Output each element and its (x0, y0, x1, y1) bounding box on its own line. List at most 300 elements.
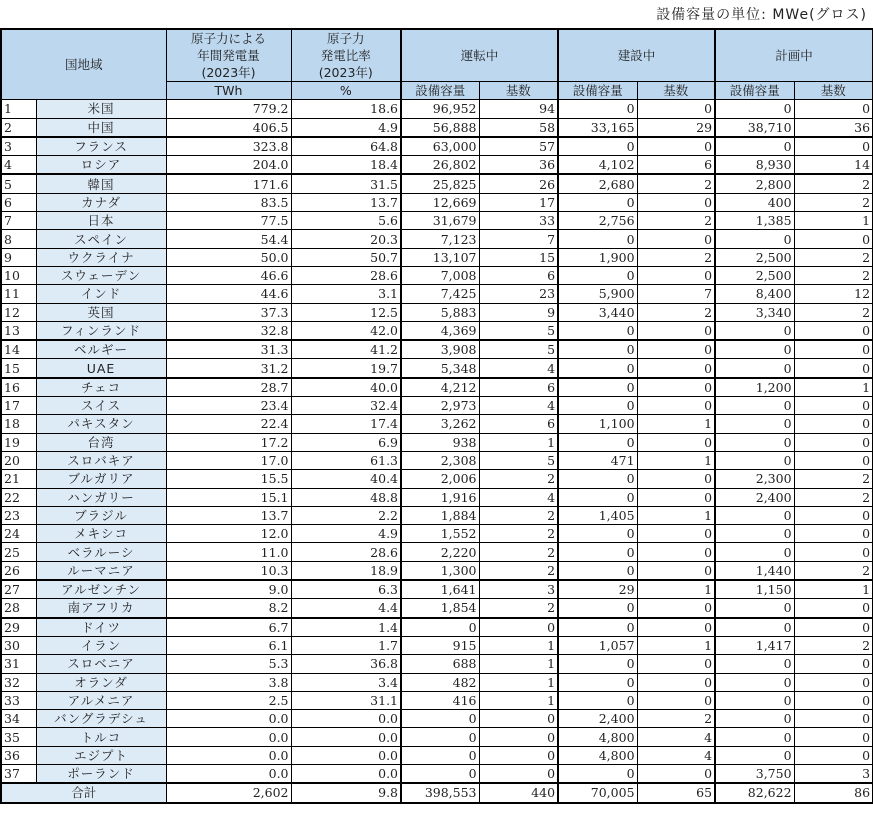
con-capacity: 0 (558, 321, 637, 340)
con-capacity: 0 (558, 340, 637, 359)
plan-capacity: 0 (715, 655, 794, 673)
header-share-line2: 発電比率 (320, 48, 371, 63)
table-row (1, 397, 873, 415)
con-units: 2 (637, 710, 715, 728)
op-units: 0 (479, 746, 558, 764)
generation-twh: 0.0 (166, 710, 291, 728)
plan-units: 1 (794, 212, 873, 230)
country-name: カナダ (36, 193, 166, 211)
nuclear-share-pct: 31.1 (291, 691, 401, 709)
row-number: 19 (1, 433, 36, 451)
plan-units: 2 (794, 174, 873, 193)
plan-capacity: 0 (715, 230, 794, 248)
table-row (1, 100, 873, 118)
row-number: 15 (1, 359, 36, 378)
generation-twh: 0.0 (166, 746, 291, 764)
row-number: 36 (1, 746, 36, 764)
con-units: 1 (637, 506, 715, 524)
row-number: 20 (1, 451, 36, 469)
con-capacity: 1,100 (558, 415, 637, 433)
plan-units: 1 (794, 580, 873, 599)
op-units: 5 (479, 340, 558, 359)
country-name: 台湾 (36, 433, 166, 451)
con-capacity: 0 (558, 543, 637, 561)
plan-capacity: 0 (715, 618, 794, 637)
table-row (1, 599, 873, 618)
plan-capacity: 0 (715, 100, 794, 118)
generation-twh: 3.8 (166, 673, 291, 691)
plan-units: 0 (794, 415, 873, 433)
country-name: 日本 (36, 212, 166, 230)
country-name: ブルガリア (36, 470, 166, 488)
plan-capacity: 3,750 (715, 764, 794, 783)
nuclear-share-pct: 1.7 (291, 636, 401, 654)
op-units: 23 (479, 285, 558, 303)
nuclear-share-pct: 18.9 (291, 561, 401, 580)
op-units: 1 (479, 433, 558, 451)
op-capacity: 938 (401, 433, 479, 451)
op-capacity: 13,107 (401, 248, 479, 266)
nuclear-share-pct: 31.5 (291, 174, 401, 193)
op-units: 36 (479, 156, 558, 175)
country-name: スイス (36, 397, 166, 415)
con-capacity: 0 (558, 470, 637, 488)
plan-capacity: 0 (715, 710, 794, 728)
row-number: 37 (1, 764, 36, 783)
plan-units: 2 (794, 193, 873, 211)
total-con-units: 65 (637, 783, 715, 802)
generation-twh: 0.0 (166, 764, 291, 783)
plan-units: 0 (794, 710, 873, 728)
row-number: 5 (1, 174, 36, 193)
plan-capacity: 38,710 (715, 118, 794, 137)
nuclear-share-pct: 3.1 (291, 285, 401, 303)
country-name: 南アフリカ (36, 599, 166, 618)
nuclear-share-pct: 0.0 (291, 710, 401, 728)
generation-twh: 12.0 (166, 525, 291, 543)
plan-capacity: 2,500 (715, 248, 794, 266)
nuclear-share-pct: 18.6 (291, 100, 401, 118)
table-row (1, 248, 873, 266)
header-operating: 運転中 (401, 29, 558, 82)
con-units: 2 (637, 174, 715, 193)
total-op-capacity: 398,553 (401, 783, 479, 802)
con-capacity: 29 (558, 580, 637, 599)
generation-twh: 11.0 (166, 543, 291, 561)
op-capacity: 63,000 (401, 137, 479, 156)
plan-capacity: 2,500 (715, 266, 794, 284)
con-capacity: 2,400 (558, 710, 637, 728)
op-capacity: 2,006 (401, 470, 479, 488)
con-units: 0 (637, 100, 715, 118)
country-name: オランダ (36, 673, 166, 691)
country-name: アルメニア (36, 691, 166, 709)
plan-capacity: 0 (715, 397, 794, 415)
plan-units: 0 (794, 746, 873, 764)
nuclear-share-pct: 36.8 (291, 655, 401, 673)
generation-twh: 8.2 (166, 599, 291, 618)
nuclear-share-pct: 4.4 (291, 599, 401, 618)
nuclear-share-pct: 12.5 (291, 303, 401, 321)
plan-units: 0 (794, 618, 873, 637)
plan-capacity: 0 (715, 451, 794, 469)
plan-capacity: 0 (715, 599, 794, 618)
plan-units: 0 (794, 340, 873, 359)
row-number: 7 (1, 212, 36, 230)
con-units: 6 (637, 156, 715, 175)
nuclear-share-pct: 13.7 (291, 193, 401, 211)
nuclear-share-pct: 50.7 (291, 248, 401, 266)
con-units: 0 (637, 378, 715, 397)
plan-units: 2 (794, 248, 873, 266)
table-row (1, 156, 873, 175)
con-units: 1 (637, 636, 715, 654)
op-capacity: 0 (401, 618, 479, 637)
op-units: 2 (479, 561, 558, 580)
nuclear-share-pct: 64.8 (291, 137, 401, 156)
row-number: 4 (1, 156, 36, 175)
op-capacity: 2,220 (401, 543, 479, 561)
generation-twh: 204.0 (166, 156, 291, 175)
op-capacity: 3,908 (401, 340, 479, 359)
header-under-construction: 建設中 (558, 29, 715, 82)
table-body (1, 100, 873, 783)
con-units: 0 (637, 764, 715, 783)
generation-twh: 23.4 (166, 397, 291, 415)
con-units: 4 (637, 746, 715, 764)
country-name: チェコ (36, 378, 166, 397)
generation-twh: 2.5 (166, 691, 291, 709)
header-plan-capacity: 設備容量 (715, 82, 794, 100)
op-units: 17 (479, 193, 558, 211)
table-row (1, 359, 873, 378)
total-twh: 2,602 (166, 783, 291, 802)
table-row (1, 470, 873, 488)
country-name: フランス (36, 137, 166, 156)
nuclear-share-pct: 28.6 (291, 543, 401, 561)
row-number: 2 (1, 118, 36, 137)
con-capacity: 0 (558, 764, 637, 783)
table-row (1, 710, 873, 728)
generation-twh: 28.7 (166, 378, 291, 397)
nuclear-share-pct: 17.4 (291, 415, 401, 433)
row-number: 30 (1, 636, 36, 654)
con-units: 4 (637, 728, 715, 746)
generation-twh: 32.8 (166, 321, 291, 340)
plan-capacity: 0 (715, 691, 794, 709)
op-units: 2 (479, 543, 558, 561)
header-op-capacity: 設備容量 (401, 82, 479, 100)
op-capacity: 1,300 (401, 561, 479, 580)
con-units: 0 (637, 488, 715, 506)
con-capacity: 0 (558, 691, 637, 709)
nuclear-share-pct: 19.7 (291, 359, 401, 378)
con-units: 0 (637, 340, 715, 359)
country-name: アルゼンチン (36, 580, 166, 599)
table-row (1, 303, 873, 321)
generation-twh: 17.0 (166, 451, 291, 469)
nuclear-share-pct: 40.4 (291, 470, 401, 488)
row-number: 21 (1, 470, 36, 488)
generation-twh: 323.8 (166, 137, 291, 156)
table-row (1, 691, 873, 709)
plan-capacity: 400 (715, 193, 794, 211)
con-units: 0 (637, 137, 715, 156)
op-units: 4 (479, 359, 558, 378)
unit-percent: % (291, 82, 401, 100)
plan-capacity: 2,300 (715, 470, 794, 488)
con-units: 0 (637, 691, 715, 709)
plan-capacity: 0 (715, 359, 794, 378)
op-capacity: 2,308 (401, 451, 479, 469)
con-capacity: 1,057 (558, 636, 637, 654)
con-capacity: 0 (558, 673, 637, 691)
generation-twh: 83.5 (166, 193, 291, 211)
plan-capacity: 2,800 (715, 174, 794, 193)
op-capacity: 56,888 (401, 118, 479, 137)
nuclear-share-pct: 42.0 (291, 321, 401, 340)
generation-twh: 77.5 (166, 212, 291, 230)
plan-capacity: 0 (715, 506, 794, 524)
plan-capacity: 8,930 (715, 156, 794, 175)
country-name: ロシア (36, 156, 166, 175)
row-number: 31 (1, 655, 36, 673)
con-units: 0 (637, 655, 715, 673)
unit-twh: TWh (166, 82, 291, 100)
op-capacity: 482 (401, 673, 479, 691)
plan-capacity: 0 (715, 525, 794, 543)
op-units: 2 (479, 506, 558, 524)
nuclear-share-pct: 41.2 (291, 340, 401, 359)
con-capacity: 33,165 (558, 118, 637, 137)
plan-units: 0 (794, 433, 873, 451)
table-row (1, 340, 873, 359)
header-share-line3: (2023年) (318, 65, 373, 80)
generation-twh: 10.3 (166, 561, 291, 580)
header-generation-line2: 年間発電量 (197, 48, 260, 63)
total-label: 合計 (1, 783, 166, 802)
country-name: スロバキア (36, 451, 166, 469)
plan-capacity: 2,400 (715, 488, 794, 506)
total-op-units: 440 (479, 783, 558, 802)
plan-capacity: 8,400 (715, 285, 794, 303)
total-pct: 9.8 (291, 783, 401, 802)
plan-units: 36 (794, 118, 873, 137)
op-capacity: 25,825 (401, 174, 479, 193)
plan-capacity: 1,200 (715, 378, 794, 397)
generation-twh: 54.4 (166, 230, 291, 248)
generation-twh: 15.5 (166, 470, 291, 488)
con-capacity: 0 (558, 433, 637, 451)
op-units: 1 (479, 691, 558, 709)
con-units: 0 (637, 230, 715, 248)
table-row (1, 673, 873, 691)
con-capacity: 5,900 (558, 285, 637, 303)
op-capacity: 1,641 (401, 580, 479, 599)
row-number: 22 (1, 488, 36, 506)
generation-twh: 50.0 (166, 248, 291, 266)
op-capacity: 0 (401, 728, 479, 746)
op-units: 33 (479, 212, 558, 230)
plan-units: 0 (794, 359, 873, 378)
header-country: 国地域 (1, 29, 166, 100)
con-capacity: 0 (558, 397, 637, 415)
header-op-units: 基数 (479, 82, 558, 100)
op-units: 1 (479, 655, 558, 673)
op-units: 4 (479, 488, 558, 506)
con-units: 0 (637, 673, 715, 691)
op-units: 4 (479, 397, 558, 415)
con-capacity: 3,440 (558, 303, 637, 321)
op-capacity: 5,348 (401, 359, 479, 378)
op-units: 1 (479, 636, 558, 654)
con-capacity: 4,800 (558, 746, 637, 764)
plan-units: 0 (794, 100, 873, 118)
con-capacity: 0 (558, 599, 637, 618)
con-units: 0 (637, 193, 715, 211)
table-row (1, 561, 873, 580)
country-name: UAE (36, 359, 166, 378)
row-number: 1 (1, 100, 36, 118)
row-number: 10 (1, 266, 36, 284)
generation-twh: 779.2 (166, 100, 291, 118)
plan-capacity: 0 (715, 543, 794, 561)
table-row (1, 451, 873, 469)
table-row (1, 118, 873, 137)
plan-capacity: 0 (715, 321, 794, 340)
op-capacity: 7,008 (401, 266, 479, 284)
plan-units: 0 (794, 543, 873, 561)
op-units: 26 (479, 174, 558, 193)
nuclear-power-table (0, 28, 873, 804)
table-row (1, 655, 873, 673)
con-units: 0 (637, 266, 715, 284)
op-capacity: 12,669 (401, 193, 479, 211)
plan-units: 12 (794, 285, 873, 303)
op-units: 0 (479, 618, 558, 637)
generation-twh: 406.5 (166, 118, 291, 137)
op-units: 7 (479, 230, 558, 248)
generation-twh: 15.1 (166, 488, 291, 506)
op-capacity: 1,552 (401, 525, 479, 543)
nuclear-share-pct: 18.4 (291, 156, 401, 175)
plan-capacity: 0 (715, 340, 794, 359)
row-number: 34 (1, 710, 36, 728)
nuclear-share-pct: 4.9 (291, 525, 401, 543)
row-number: 26 (1, 561, 36, 580)
country-name: ポーランド (36, 764, 166, 783)
nuclear-share-pct: 6.9 (291, 433, 401, 451)
nuclear-share-pct: 0.0 (291, 746, 401, 764)
header-con-capacity: 設備容量 (558, 82, 637, 100)
row-number: 32 (1, 673, 36, 691)
nuclear-share-pct: 40.0 (291, 378, 401, 397)
header-con-units: 基数 (637, 82, 715, 100)
op-units: 0 (479, 710, 558, 728)
op-capacity: 7,123 (401, 230, 479, 248)
con-units: 0 (637, 433, 715, 451)
con-capacity: 0 (558, 230, 637, 248)
plan-capacity: 1,150 (715, 580, 794, 599)
con-capacity: 0 (558, 193, 637, 211)
row-number: 12 (1, 303, 36, 321)
plan-units: 0 (794, 397, 873, 415)
plan-capacity: 0 (715, 746, 794, 764)
country-name: トルコ (36, 728, 166, 746)
table-row (1, 230, 873, 248)
generation-twh: 6.7 (166, 618, 291, 637)
plan-units: 0 (794, 691, 873, 709)
header-generation-line1: 原子力による (191, 31, 267, 46)
table-row (1, 266, 873, 284)
con-units: 7 (637, 285, 715, 303)
generation-twh: 171.6 (166, 174, 291, 193)
country-name: スウェーデン (36, 266, 166, 284)
con-units: 2 (637, 212, 715, 230)
plan-capacity: 0 (715, 673, 794, 691)
row-number: 23 (1, 506, 36, 524)
plan-units: 2 (794, 488, 873, 506)
table-row (1, 488, 873, 506)
op-capacity: 0 (401, 746, 479, 764)
country-name: スペイン (36, 230, 166, 248)
con-capacity: 0 (558, 655, 637, 673)
op-units: 1 (479, 673, 558, 691)
row-number: 24 (1, 525, 36, 543)
generation-twh: 31.3 (166, 340, 291, 359)
con-units: 0 (637, 397, 715, 415)
op-capacity: 2,973 (401, 397, 479, 415)
con-units: 1 (637, 415, 715, 433)
plan-units: 0 (794, 506, 873, 524)
plan-units: 0 (794, 673, 873, 691)
con-units: 0 (637, 321, 715, 340)
op-capacity: 915 (401, 636, 479, 654)
op-units: 15 (479, 248, 558, 266)
op-capacity: 688 (401, 655, 479, 673)
op-units: 57 (479, 137, 558, 156)
con-capacity: 0 (558, 618, 637, 637)
nuclear-share-pct: 3.4 (291, 673, 401, 691)
header-generation-line3: (2023年) (201, 65, 256, 80)
con-capacity: 1,900 (558, 248, 637, 266)
country-name: エジプト (36, 746, 166, 764)
con-capacity: 2,756 (558, 212, 637, 230)
op-capacity: 0 (401, 710, 479, 728)
table-row (1, 415, 873, 433)
plan-units: 0 (794, 599, 873, 618)
country-name: 韓国 (36, 174, 166, 193)
plan-capacity: 0 (715, 728, 794, 746)
row-number: 28 (1, 599, 36, 618)
country-name: イラン (36, 636, 166, 654)
header-generation (166, 29, 291, 82)
plan-units: 2 (794, 303, 873, 321)
con-capacity: 0 (558, 359, 637, 378)
generation-twh: 9.0 (166, 580, 291, 599)
con-capacity: 4,102 (558, 156, 637, 175)
con-capacity: 0 (558, 378, 637, 397)
country-name: メキシコ (36, 525, 166, 543)
country-name: 中国 (36, 118, 166, 137)
nuclear-share-pct: 6.3 (291, 580, 401, 599)
op-units: 6 (479, 266, 558, 284)
plan-units: 0 (794, 655, 873, 673)
generation-twh: 46.6 (166, 266, 291, 284)
op-units: 9 (479, 303, 558, 321)
generation-twh: 31.2 (166, 359, 291, 378)
con-capacity: 2,680 (558, 174, 637, 193)
